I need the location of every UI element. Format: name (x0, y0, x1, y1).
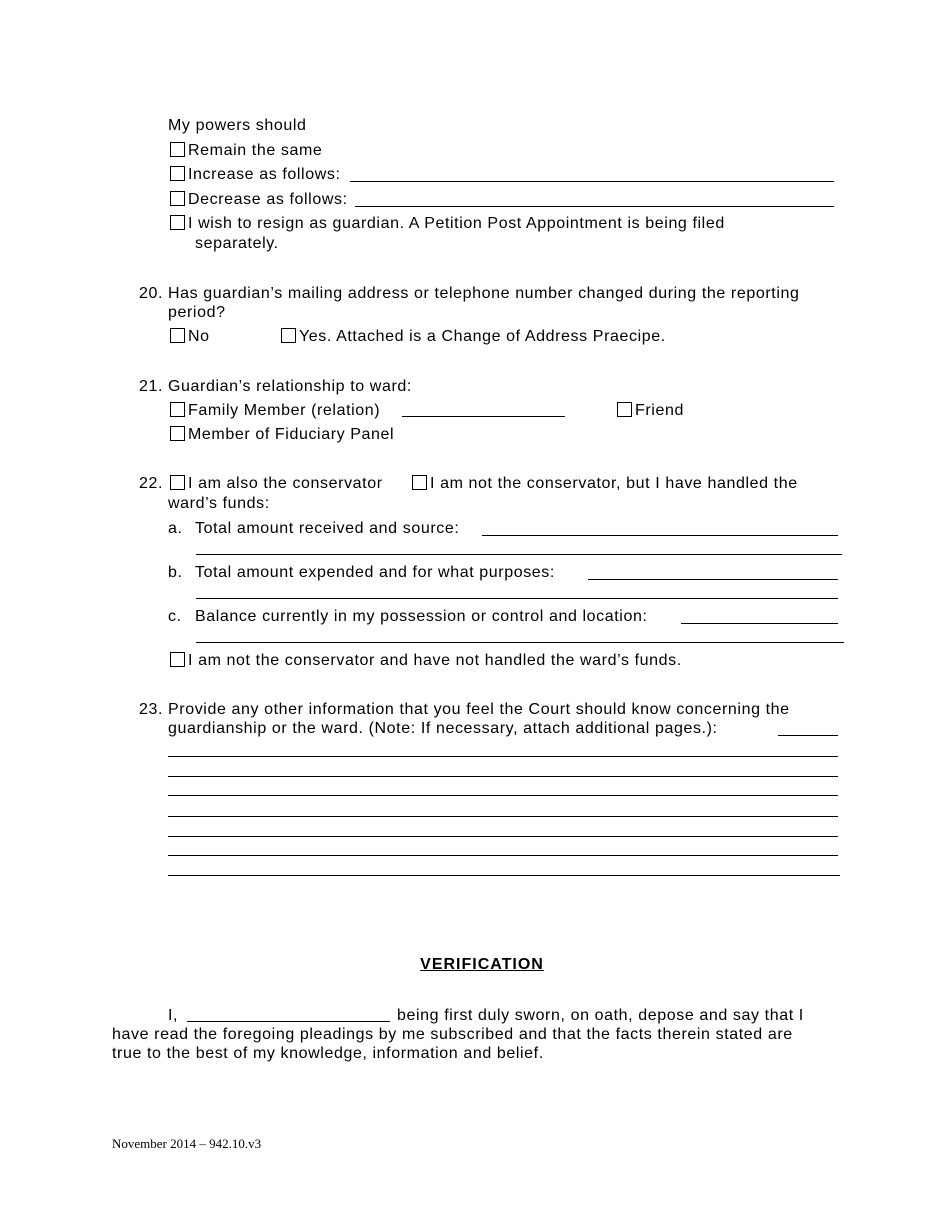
decrease-checkbox[interactable] (170, 191, 185, 206)
footer-version: November 2014 – 942.10.v3 (112, 1136, 262, 1151)
not-conservator-handled-label: I am not the conservator, but I have handled the (430, 475, 798, 492)
q21-number: 21. (139, 378, 164, 395)
q22-c-line2[interactable] (196, 642, 844, 643)
q22-a-line2[interactable] (196, 554, 842, 555)
q22-line2: ward’s funds: (168, 495, 270, 512)
q23-line-3[interactable] (168, 795, 838, 796)
q21-line1: Guardian’s relationship to ward: (168, 378, 412, 395)
q23-line-5[interactable] (168, 836, 838, 837)
conservator-label: I am also the conservator (188, 475, 383, 492)
q23-line-1[interactable] (168, 756, 838, 757)
q22-a-text: Total amount received and source: (195, 520, 460, 537)
not-handled-label: I am not the conservator and have not handled the ward’s funds. (188, 652, 682, 669)
verification-name-line[interactable] (187, 1021, 390, 1022)
friend-label: Friend (635, 402, 684, 419)
q22-number: 22. (139, 475, 164, 492)
increase-line[interactable] (350, 181, 834, 182)
decrease-line[interactable] (355, 206, 834, 207)
q22-a-label: a. (168, 520, 183, 537)
q22-c-line1[interactable] (681, 623, 838, 624)
verification-title: VERIFICATION (420, 956, 544, 973)
increase-checkbox[interactable] (170, 166, 185, 181)
q23-line-inline[interactable] (778, 735, 838, 736)
relation-line[interactable] (402, 416, 565, 417)
remain-checkbox[interactable] (170, 142, 185, 157)
not-handled-checkbox[interactable] (170, 652, 185, 667)
q22-b-label: b. (168, 564, 183, 581)
verification-line3: true to the best of my knowledge, information and belief. (112, 1045, 544, 1062)
verification-i: I, (168, 1007, 179, 1024)
family-checkbox[interactable] (170, 402, 185, 417)
q22-b-line2[interactable] (196, 598, 838, 599)
fiduciary-checkbox[interactable] (170, 426, 185, 441)
remain-label: Remain the same (188, 142, 323, 159)
q23-line1: Provide any other information that you feel the Court should know concerning the (168, 701, 790, 718)
q20-line2: period? (168, 304, 226, 321)
conservator-checkbox[interactable] (170, 475, 185, 490)
verification-line2: have read the foregoing pleadings by me subscribed and that the facts therein stated are (112, 1026, 793, 1043)
q20-number: 20. (139, 285, 164, 302)
q23-line-6[interactable] (168, 855, 838, 856)
q22-a-line1[interactable] (482, 535, 838, 536)
decrease-label: Decrease as follows: (188, 191, 348, 208)
powers-intro: My powers should (168, 117, 307, 134)
not-conservator-handled-checkbox[interactable] (412, 475, 427, 490)
q23-line2: guardianship or the ward. (Note: If necessary, attach additional pages.): (168, 720, 718, 737)
fiduciary-label: Member of Fiduciary Panel (188, 426, 395, 443)
q20-no-label: No (188, 328, 210, 345)
resign-checkbox[interactable] (170, 215, 185, 230)
q22-c-text: Balance currently in my possession or control and location: (195, 608, 648, 625)
q23-line-7[interactable] (168, 875, 840, 876)
q22-c-label: c. (168, 608, 182, 625)
verification-line1: being first duly sworn, on oath, depose and say that I (397, 1007, 804, 1024)
q20-line1: Has guardian’s mailing address or telephone number changed during the reporting (168, 285, 800, 302)
q22-b-text: Total amount expended and for what purposes: (195, 564, 555, 581)
friend-checkbox[interactable] (617, 402, 632, 417)
resign-line2: separately. (195, 235, 279, 252)
q23-number: 23. (139, 701, 164, 718)
q23-line-2[interactable] (168, 776, 838, 777)
q20-yes-label: Yes. Attached is a Change of Address Praecipe. (299, 328, 666, 345)
q23-line-4[interactable] (168, 816, 838, 817)
q20-no-checkbox[interactable] (170, 328, 185, 343)
family-label: Family Member (relation) (188, 402, 381, 419)
q20-yes-checkbox[interactable] (281, 328, 296, 343)
resign-line1: I wish to resign as guardian. A Petition Post Appointment is being filed (188, 215, 725, 232)
increase-label: Increase as follows: (188, 166, 341, 183)
q22-b-line1[interactable] (588, 579, 838, 580)
